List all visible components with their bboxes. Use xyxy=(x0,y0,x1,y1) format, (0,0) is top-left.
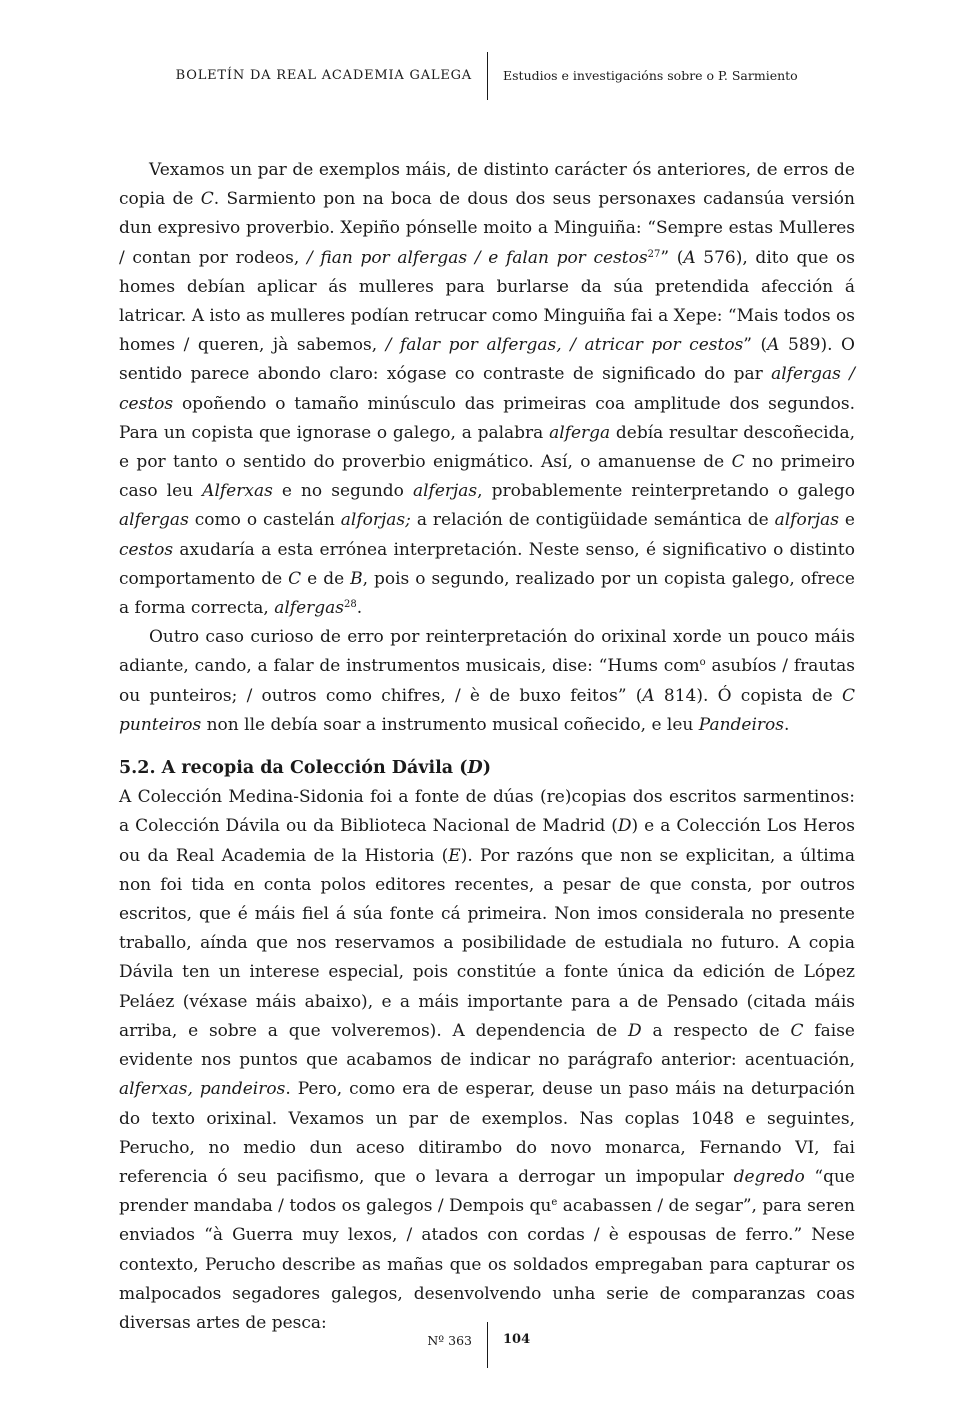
body-text xyxy=(119,156,855,1338)
paragraph-2: Outro caso curioso de erro por reinterpretación do orixinal xorde un pouco máis adiante, cando, a falar de instrumentos musicais, dise: “Hums com$^o$ asubíos / frautas ou punteiros; / outros como chifres, / è de buxo feitos” (A 814). Ó copista de C punteiros non lle debía soar a instrumento musical coñecido, e leu Pandeiros. xyxy=(119,627,856,735)
paragraph-1: Vexamos un par de exemplos máis, de distinto carácter ós anteriores, de erros de copia de C. Sarmiento pon na boca de dous dos seus personaxes cadansúa versión dun expresivo proverbio. Xepiño pónselle moito a Minguiña: “Sempre estas Mulleres / contan por rodeos, / fian por alfergas / e falan por cestos$^{27}$” (A 576), dito que os homes debían aplicar ás mulleres para burlarse da súa pretendida afección á latricar. A isto as mulleres podían retrucar como Minguiña fai a Xepe: “Mais todos os homes / queren, jà sabemos, / falar por alfergas, / atricar por cestos” (A 589). O sentido parece abondo claro: xógase co contraste de significado do par alfergas / cestos opoñendo o tamaño minúsculo das primeiras coa amplitude dos segundos. Para un copista que ignorase o galego, a palabra alferga debía resultar descoñecida, e por tanto o sentido do proverbio enigmático. Así, o amanuense de C no primeiro caso leu Alferxas e no segundo alferjas, probablemente reinterpretando o galego alfergas como o castelán alforjas; a relación de contigüidade semántica de alforjas e cestos axudaría a esta errónea interpretación. Neste senso, é significativo o distinto comportamento de C e de B, pois o segundo, realizado por un copista galego, ofrece a forma correcta, alfergas$^{28}$. xyxy=(119,160,856,619)
footnote-ref-28: 28 xyxy=(344,599,357,611)
journal-title: BOLETÍN DA REAL ACADEMIA GALEGA xyxy=(175,68,472,83)
paragraph-3: A Colección Medina-Sidonia foi a fonte de dúas (re)copias dos escritos sarmentinos: a Colección Dávila ou da Biblioteca Nacional de Madrid (D) e a Colección Los Heros ou da Real Academia de la Historia (E). Por razóns que non se explicitan, a última non foi tida en conta polos editores recentes, a pesar de que consta, por outros escritos, que é máis fiel á súa fonte cá primeira. Non imos consideral​a no presente traballo, aínda que nos reservamos a posibilidade de estudiala no futuro. A copia Dávila ten un interese especial, pois constitúe a fonte única da edición de López Peláez (véxase máis abaixo), e a máis importante para a de Pensado (citada máis arriba, e sobre a que volveremos). A dependencia de D a respecto de C faise evidente nos puntos que acabamos de indicar no parágrafo anterior: acentuación, alferxas, pandeiros. Pero, como era de esperar, deuse un paso máis na deturpación do texto orixinal. Vexamos un par de exemplos. Nas coplas 1048 e seguintes, Perucho, no medio dun aceso ditirambo do novo monarca, Fernando VI, fai referencia ó seu pacifismo, que o levara a derrogar un impopular degredo “que prender mandaba / todos os galegos / Dempois $qu^e$ acabassen / de segar”, para seren enviados “à Guerra muy lexos, / atados con cordas / è espousas de ferro.” Nese contexto, Perucho describe as mañas que os soldados empregaban para capturar os malpocados segadores galegos, desenvolvendo unha serie de comparanzas coas diversas artes de pesca: xyxy=(119,787,856,1333)
page-number: 104 xyxy=(503,1332,531,1347)
footnote-ref-27: 27 xyxy=(647,248,661,260)
header-divider xyxy=(487,52,488,100)
footer-divider xyxy=(487,1322,488,1368)
section-heading: 5.2. A recopia da Colección Dávila (D) xyxy=(119,758,491,779)
running-header xyxy=(0,50,975,100)
page-footer xyxy=(0,1322,975,1372)
issue-number: Nº 363 xyxy=(427,1333,472,1348)
section-title: Estudios e investigacións sobre o P. Sarmiento xyxy=(503,68,798,83)
